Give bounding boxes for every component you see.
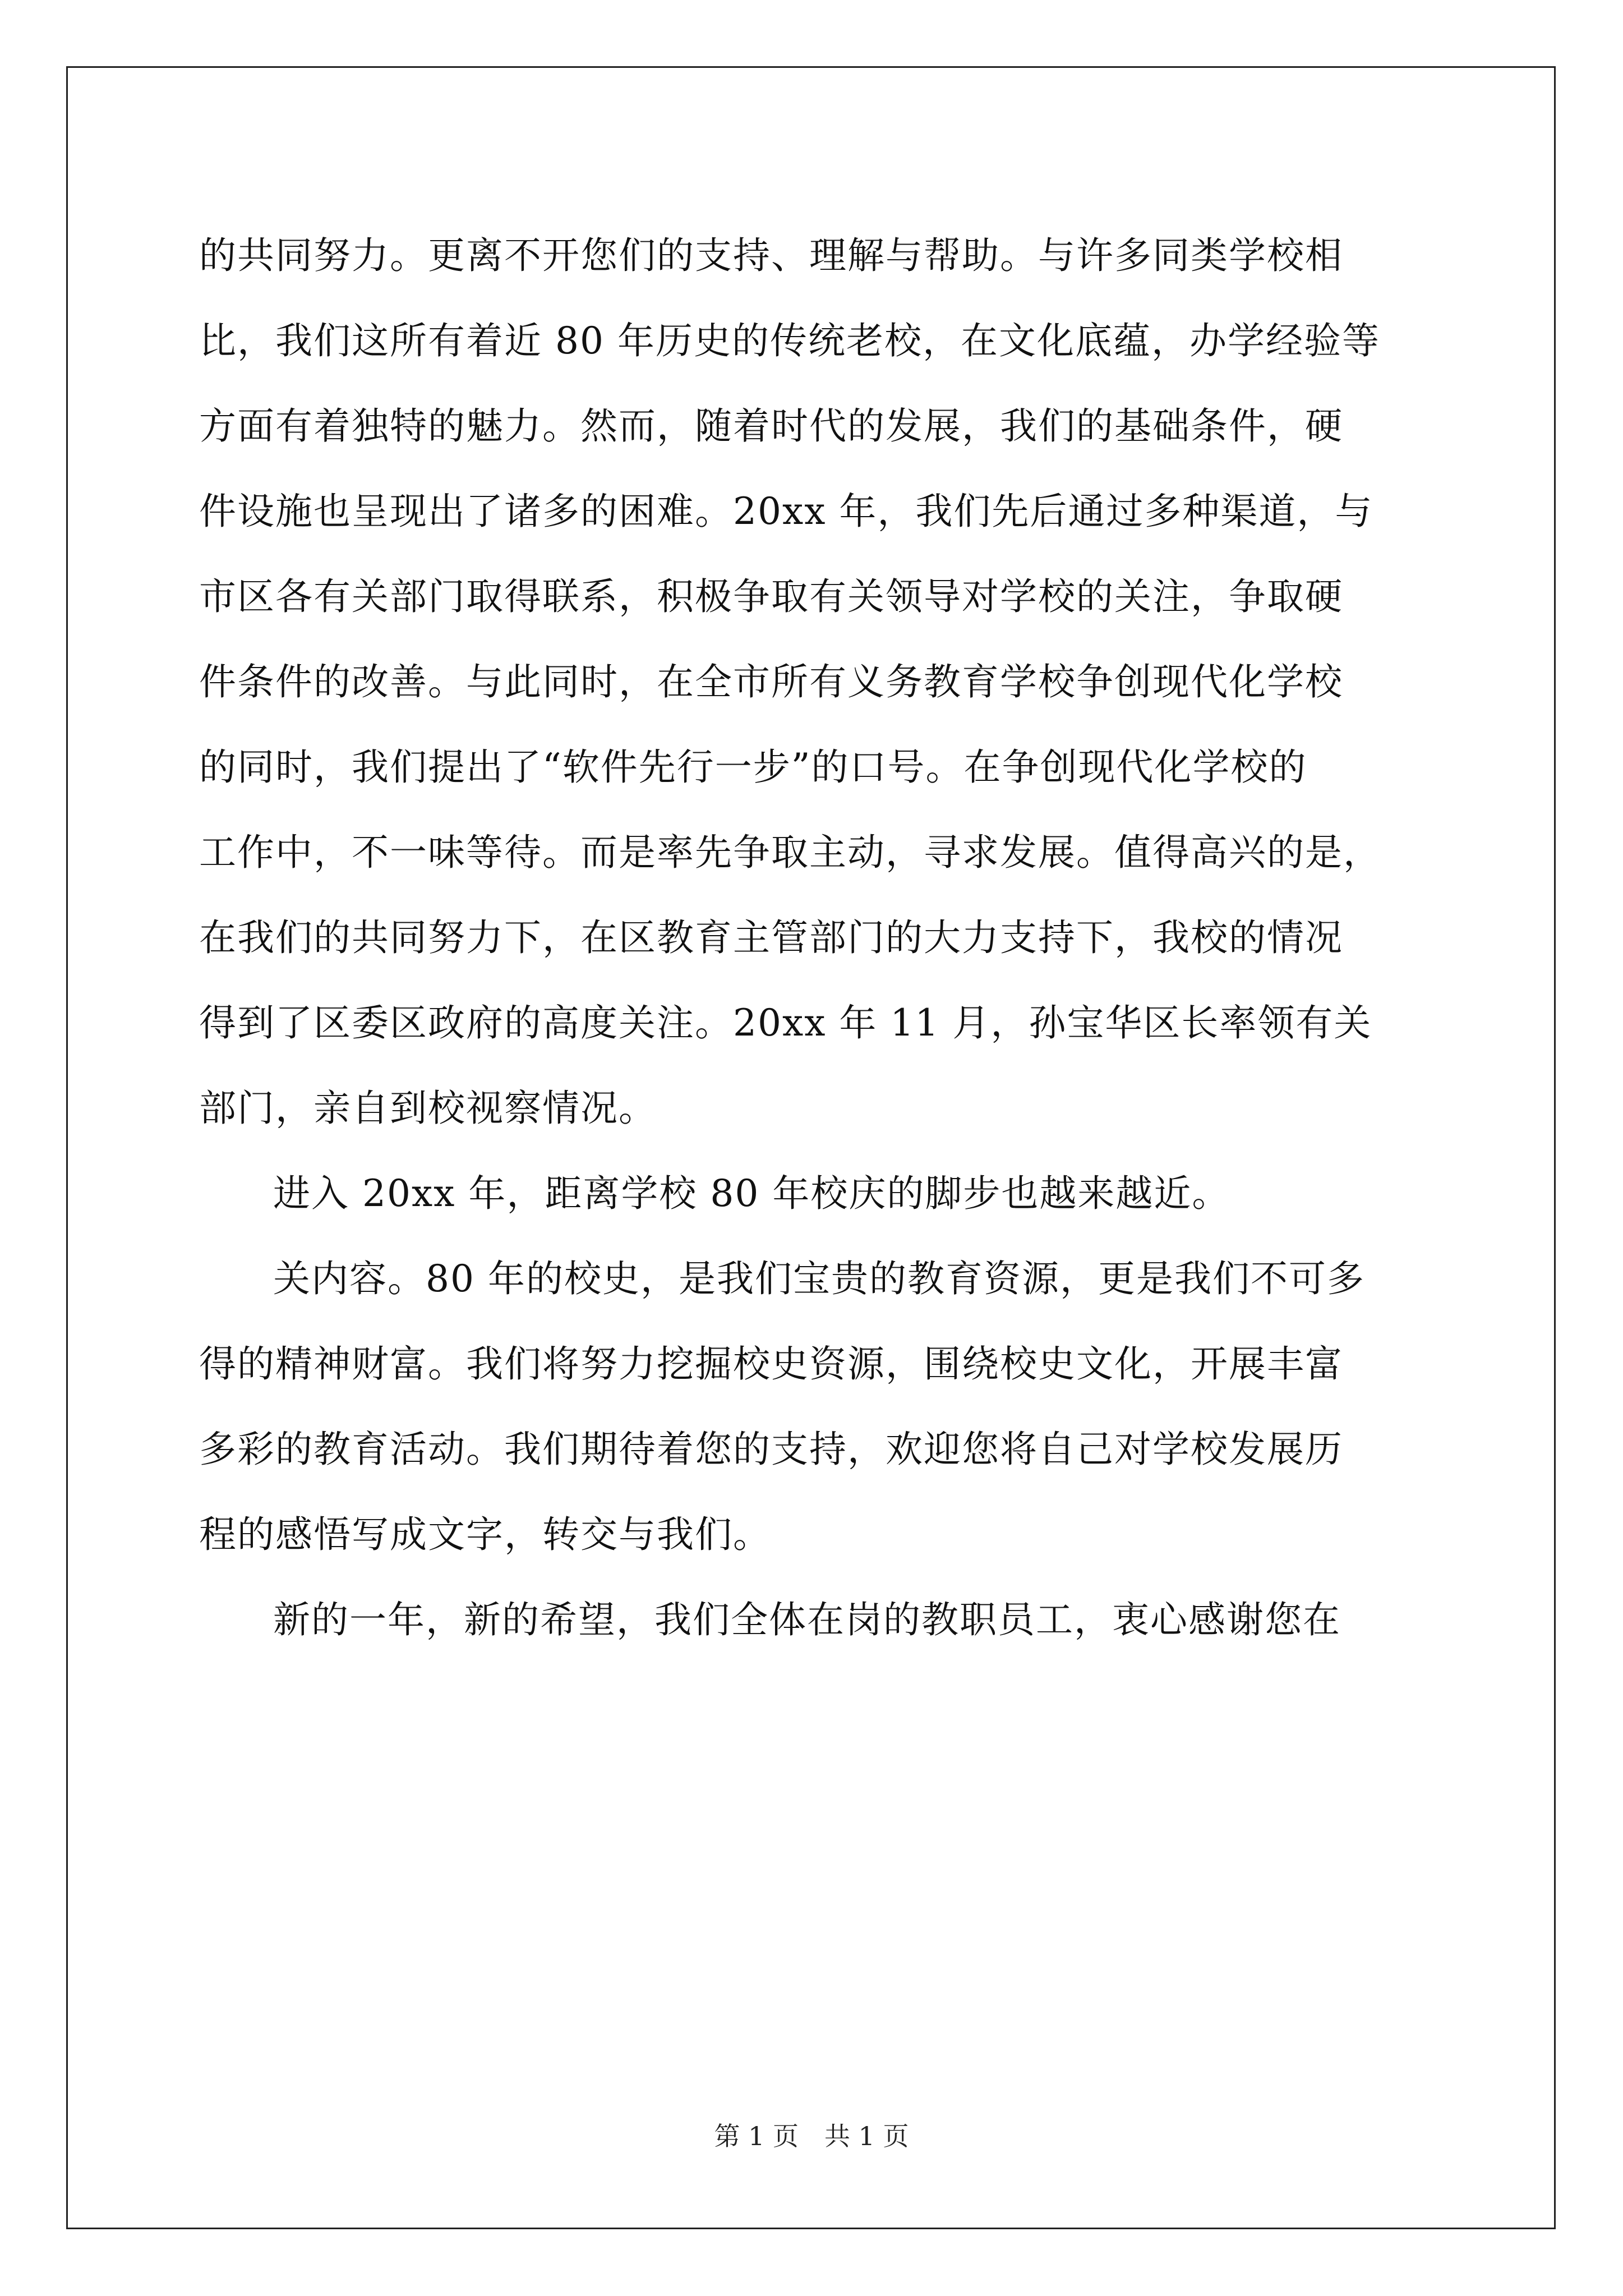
paragraph-3 [199,1236,1444,1577]
line: 工作中，不一味等待。而是率先争取主动，寻求发展。值得高兴的是， [199,831,1381,874]
page-number-footer: 第 1 页 共 1 页 [714,2121,909,2151]
line: 件设施也呈现出了诸多的困难。20xx 年，我们先后通过多种渠道，与 [199,490,1373,533]
line: 多彩的教育活动。我们期待着您的支持，欢迎您将自己对学校发展历 [199,1428,1343,1471]
paragraph-2 [199,1151,1444,1236]
line: 进入 20xx 年，距离学校 80 年校庆的脚步也越来越近。 [273,1172,1230,1215]
paragraph-1 [199,213,1444,1151]
line: 方面有着独特的魅力。然而，随着时代的发展，我们的基础条件，硬 [199,404,1343,448]
line: 新的一年，新的希望，我们全体在岗的教职员工，衷心感谢您在 [273,1598,1341,1641]
line: 程的感悟写成文字，转交与我们。 [199,1513,771,1556]
line: 市区各有关部门取得联系，积极争取有关领导对学校的关注，争取硬 [199,575,1343,618]
line: 比，我们这所有着近 80 年历史的传统老校，在文化底蕴，办学经验等 [199,319,1380,362]
line: 在我们的共同努力下，在区教育主管部门的大力支持下，我校的情况 [199,916,1343,959]
line: 的共同努力。更离不开您们的支持、理解与帮助。与许多同类学校相 [199,234,1343,277]
line: 得的精神财富。我们将努力挖掘校史资源，围绕校史文化，开展丰富 [199,1342,1343,1386]
line: 的同时，我们提出了“软件先行一步”的口号。在争创现代化学校的 [199,746,1307,789]
line: 件条件的改善。与此同时，在全市所有义务教育学校争创现代化学校 [199,660,1343,703]
line: 关内容。80 年的校史，是我们宝贵的教育资源，更是我们不可多 [273,1257,1365,1300]
line: 部门，亲自到校视察情况。 [199,1087,657,1130]
paragraph-4 [199,1577,1444,1663]
line: 得到了区委区政府的高度关注。20xx 年 11 月，孙宝华区长率领有关 [199,1001,1372,1045]
document-body [199,213,1444,1663]
